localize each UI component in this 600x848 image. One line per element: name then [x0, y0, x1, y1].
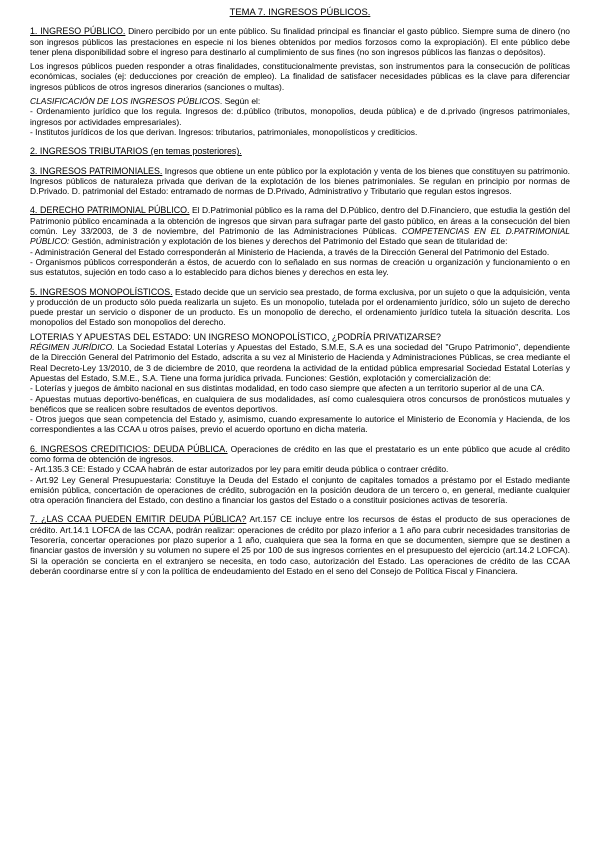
classification-heading: CLASIFICACIÓN DE LOS INGRESOS PÚBLICOS [30, 96, 220, 107]
loterias-heading: LOTERIAS Y APUESTAS DEL ESTADO: UN INGRESO MONOPOLÍSTICO, ¿PODRÍA PRIVATIZARSE? [30, 331, 441, 342]
section-7-heading: 7. ¿LAS CCAA PUEDEN EMITIR DEUDA PÚBLICA? [30, 514, 247, 525]
section-4-text-2: Gestión, administración y explotación de los bienes y derechos del Patrimonio del Estado que sean de titularidad de: [69, 236, 508, 247]
classification-line [30, 96, 570, 106]
section-1-paragraph [30, 26, 570, 57]
loterias-text: La Sociedad Estatal Loterías y Apuestas del Estado, S.M.E, S.A es una sociedad del "Grupo Patrimonio", dependiente de la Dirección General del Patrimonio del Estado, adscrita a su vez al Ministerio de Hacienda y Administraciones Públicas, se crea mediante el Real Decreto-Ley 13/2010, de 3 de diciembre de 2010, que reordena la actividad de la entidad pública empresarial Sociedad Estatal Loterías y Apuestas del Estado, S.M.E., S.A. Tiene una forma jurídica privada. Funciones: Gestión, explotación y comercialización de: [30, 342, 570, 383]
loterias-item-1: - Loterías y juegos de ámbito nacional en sus distintas modalidad, en todo caso siempre que afecten a un territorio superior al de una CA. [30, 383, 545, 394]
loterias-paragraph [30, 342, 570, 383]
classification-intro: . Según el: [219, 96, 261, 107]
section-4-item-2: - Organismos públicos corresponderán a éstos, de acuerdo con lo señalado en sus normas de creación u organización y funcionamiento o en sus estatutos, sujeción en todo caso a lo establecido para dichos bienes y derechos en esta ley. [30, 256, 570, 278]
section-6-item-1: - Art.135.3 CE: Estado y CCAA habrán de estar autorizados por ley para emitir deuda pública o contraer crédito. [30, 464, 449, 475]
section-6-text: Operaciones de crédito en las que el prestatario es un ente público que acude al crédito como forma de obtención de ingresos. [30, 443, 570, 464]
section-4-item-1: - Administración General del Estado corresponderán al Ministerio de Hacienda, a través de la Dirección General del Patrimonio del Estado. [30, 246, 550, 257]
section-6-heading: 6. INGRESOS CREDITICIOS: DEUDA PÚBLICA. [30, 443, 228, 454]
regimen-juridico-heading: RÉGIMEN JURÍDICO. [30, 342, 115, 353]
section-5-paragraph [30, 287, 570, 328]
section-1-heading: 1. INGRESO PÚBLICO. [30, 26, 126, 37]
section-1-paragraph-2: Los ingresos públicos pueden responder a otras finalidades, constitucionalmente previstas, son instrumentos para la consecución de políticas económicas, sociales (ej: deducciones por creación de empleo). La finalidad de satisfacer necesidades públicas es la clave para diferenciar ingresos públicos de otros ingresos dinerarios (sanciones o multas). [30, 61, 570, 92]
classification-item-2: - Institutos jurídicos de los que derivan. Ingresos: tributarios, patrimoniales, monopolísticos y crediticios. [30, 126, 418, 137]
section-7-paragraph [30, 514, 570, 576]
section-4-text: El D.Patrimonial público es la rama del D.Público, dentro del D.Financiero, que estudia la gestión del Patrimonio público encaminada a la obtención de ingresos que sirvan para sufragar parte del gasto público, en áreas a la consecución del bien común. Ley 33/2003, de 3 de noviembre, del Patrimonio de las Administraciones Públicas. [30, 205, 570, 237]
competencias-heading: COMPETENCIAS EN EL D.PATRIMONIAL PÚBLICO: [30, 226, 571, 247]
section-2-heading: 2. INGRESOS TRIBUTARIOS (en temas posteriores). [30, 146, 242, 157]
section-3-text: Ingresos que obtiene un ente público por la explotación y venta de los bienes que constituyen su patrimonio. Ingresos públicos de naturaleza privada que derivan de la explotación de los bienes patrimoniales. Se regulan en principio por normas de D.Privado. D. patrimonial del Estado: entramado de normas de D.Privado, Administrativo y Tributario que regulan estos ingresos. [30, 165, 570, 197]
section-3-heading: 3. INGRESOS PATRIMONIALES. [30, 165, 163, 176]
section-4-heading: 4. DERECHO PATRIMONIAL PÚBLICO. [30, 205, 190, 216]
section-1-text: Dinero percibido por un ente público. Su finalidad principal es financiar el gasto público. Siempre suma de dinero (no son ingresos públicos las prestaciones en especie ni los bienes obtenidos por medios forzosos como la expropiación). El ente público debe tener plena disponibilidad sobre el ingreso para destinarlo al cumplimiento de sus fines (no son ingresos públicos las fianzas o depósitos). [30, 26, 570, 57]
section-5-heading: 5. INGRESOS MONOPOLÍSTICOS. [30, 286, 173, 297]
page-title: TEMA 7. INGRESOS PÚBLICOS. [229, 6, 371, 17]
section-3-paragraph [30, 166, 570, 197]
section-6-paragraph [30, 444, 570, 465]
loterias-item-2: - Apuestas mutuas deportivo-benéficas, en cualquiera de sus modalidades, así como cualesquiera otros concursos de pronósticos mutuales y benéficos que se realicen sobre resultados de eventos deportivos. [30, 393, 570, 414]
loterias-item-3: - Otros juegos que sean competencia del Estado y, asimismo, cuando expresamente lo autorice el Ministerio de Economía y Hacienda, de los correspondientes a las CCAA u otros países, previo el acuerdo oportuno en dicha materia. [30, 414, 570, 435]
classification-item-1: - Ordenamiento jurídico que los regula. Ingresos de: d.público (tributos, monopolios, deuda pública) e de d.privado (ingresos patrimoniales, ingresos por actividades empresariales). [30, 106, 570, 127]
section-6-item-2: - Art.92 Ley General Presupuestaria: Constituye la Deuda del Estado el conjunto de capitales tomados a préstamo por el Estado mediante emisión pública, concertación de operaciones de crédito, subrogación en la posición deudora de un tercero o, en general, mediante cualquier otra operación financiera del Estado, con destino a financiar los gastos del Estado o a constituir posiciones activas de tesorería. [30, 474, 570, 506]
section-2-paragraph [30, 146, 570, 156]
section-4-paragraph [30, 205, 570, 246]
section-7-text: Art.157 CE incluye entre los recursos de éstas el producto de sus operaciones de crédito. Art.14.1 LOFCA de las CCAA, podrán realizar: operaciones de crédito por plazo inferior a 1 año para cubrir necesidades transitorias de Tesorería, concertar operaciones por plazo superior a 1 año, cualquiera que sea la forma en que se documenten, siempre que se destinen a financiar gastos de inversión y su volumen no supere el 25 por 100 de sus ingresos corrientes en el presupuesto del ejercicio (art.14.2 LOFCA). Si la operación se concierta en el extranjero se necesita, en todo caso, autorización del Estado. Las operaciones de crédito de las CCAA deberán coordinarse entre sí y con la política de endeudamiento del Estado en el seno del Consejo de Política Fiscal y Financiera. [30, 514, 570, 576]
section-5-text: Estado decide que un servicio sea prestado, de forma exclusiva, por un sujeto o que la adquisición, venta y producción de un producto sólo pueda realizarla un sujeto. Es un monopolio, tutelada por el ordenamiento jurídico, sólo un sujeto de derecho puede prestar un servicio o disponer de un producto. Es un monopolio de derecho, el ordenamiento jurídico tutela la situación descrita. Los monopolios del Estado son monopolios del derecho. [30, 286, 570, 328]
